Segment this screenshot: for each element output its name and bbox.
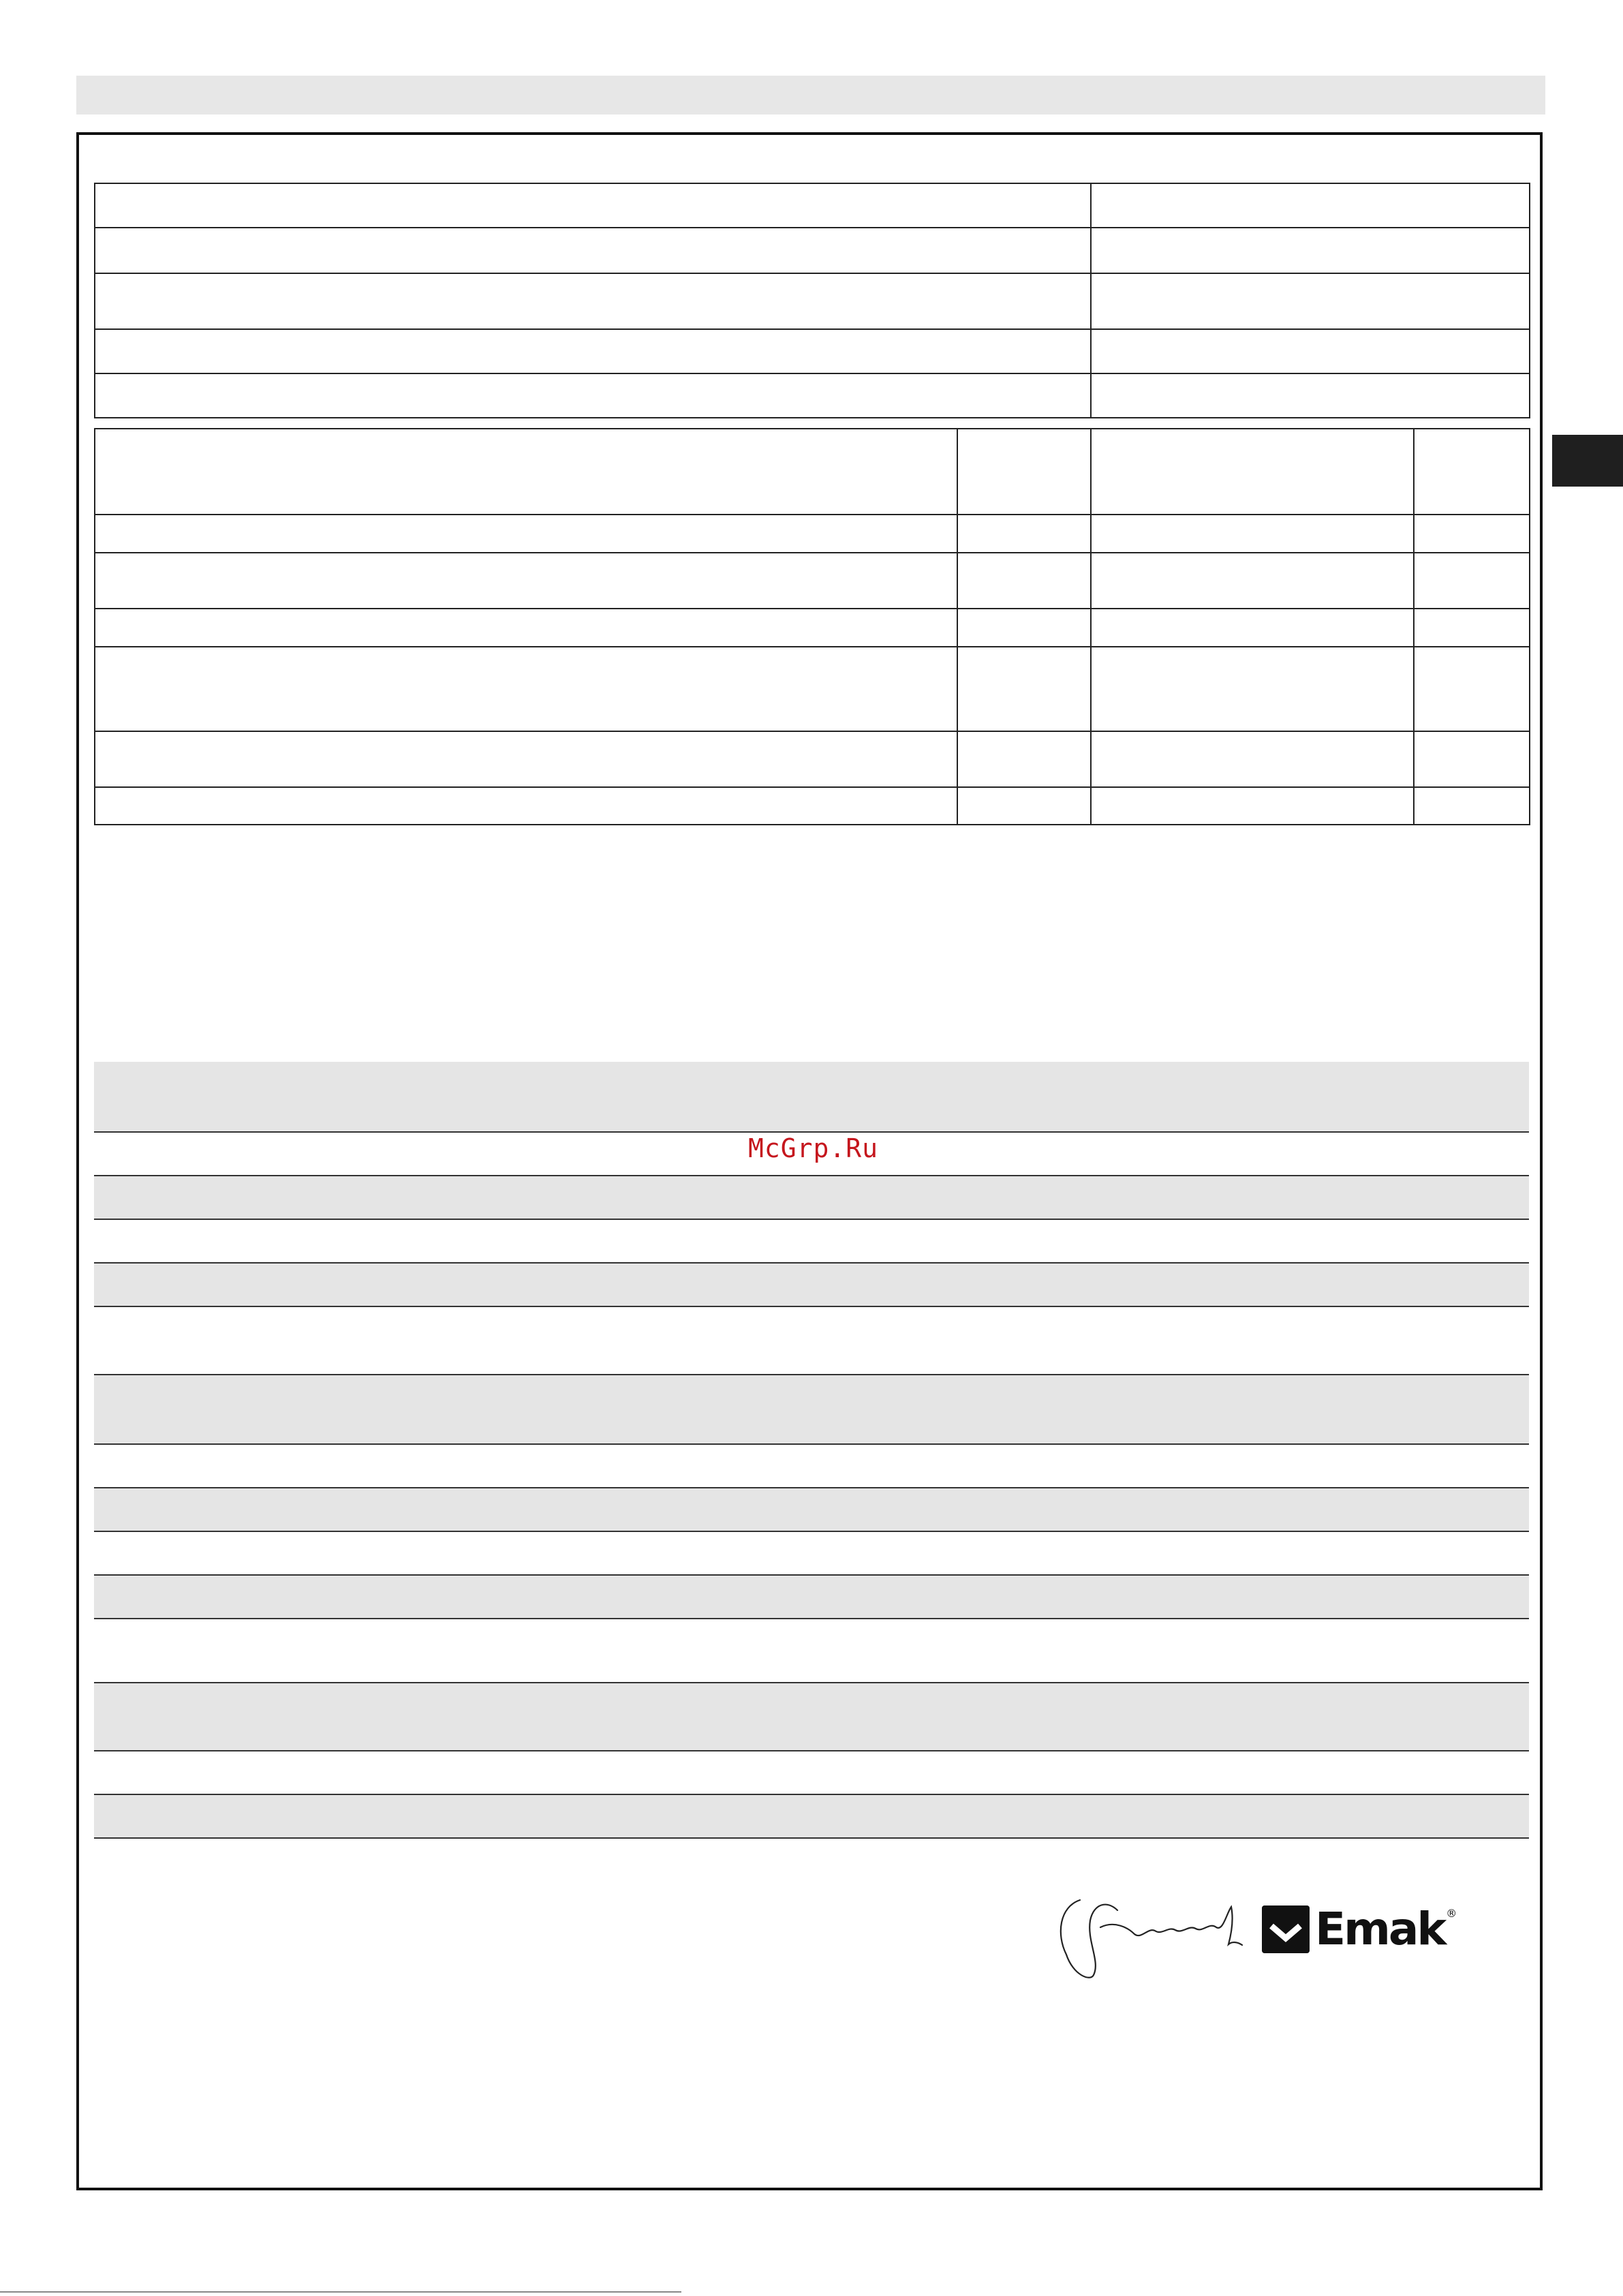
table-row bbox=[95, 329, 1530, 373]
footer-divider bbox=[0, 2291, 681, 2293]
emak-logo-icon bbox=[1262, 1905, 1310, 1953]
table-row bbox=[95, 273, 1530, 329]
language-tab bbox=[1552, 435, 1623, 487]
table-row bbox=[95, 515, 1530, 553]
table-row bbox=[95, 429, 1530, 515]
product-info-table bbox=[94, 183, 1530, 418]
logo-wordmark: Emak bbox=[1315, 1903, 1445, 1955]
list-item bbox=[94, 1751, 1529, 1795]
standards-list bbox=[94, 1062, 1529, 1839]
watermark-text: McGrp.Ru bbox=[748, 1133, 879, 1163]
table-row bbox=[95, 373, 1530, 418]
signature bbox=[1053, 1880, 1250, 1989]
table-row bbox=[95, 553, 1530, 609]
table-row bbox=[95, 228, 1530, 273]
list-item bbox=[94, 1307, 1529, 1375]
header-band bbox=[76, 76, 1545, 114]
list-item bbox=[94, 1532, 1529, 1576]
list-item bbox=[94, 1220, 1529, 1264]
list-item bbox=[94, 1176, 1529, 1220]
registered-mark: ® bbox=[1446, 1907, 1457, 1920]
technical-data-table bbox=[94, 428, 1530, 825]
list-item bbox=[94, 1445, 1529, 1488]
list-item bbox=[94, 1619, 1529, 1683]
list-item bbox=[94, 1062, 1529, 1133]
list-item bbox=[94, 1375, 1529, 1445]
list-item bbox=[94, 1488, 1529, 1532]
table-row bbox=[95, 647, 1530, 731]
list-item bbox=[94, 1576, 1529, 1619]
list-item bbox=[94, 1264, 1529, 1307]
list-item bbox=[94, 1795, 1529, 1839]
list-item bbox=[94, 1683, 1529, 1751]
emak-logo bbox=[1262, 1905, 1457, 1953]
table-row bbox=[95, 787, 1530, 825]
table-row bbox=[95, 183, 1530, 228]
table-row bbox=[95, 609, 1530, 647]
table-row bbox=[95, 731, 1530, 787]
